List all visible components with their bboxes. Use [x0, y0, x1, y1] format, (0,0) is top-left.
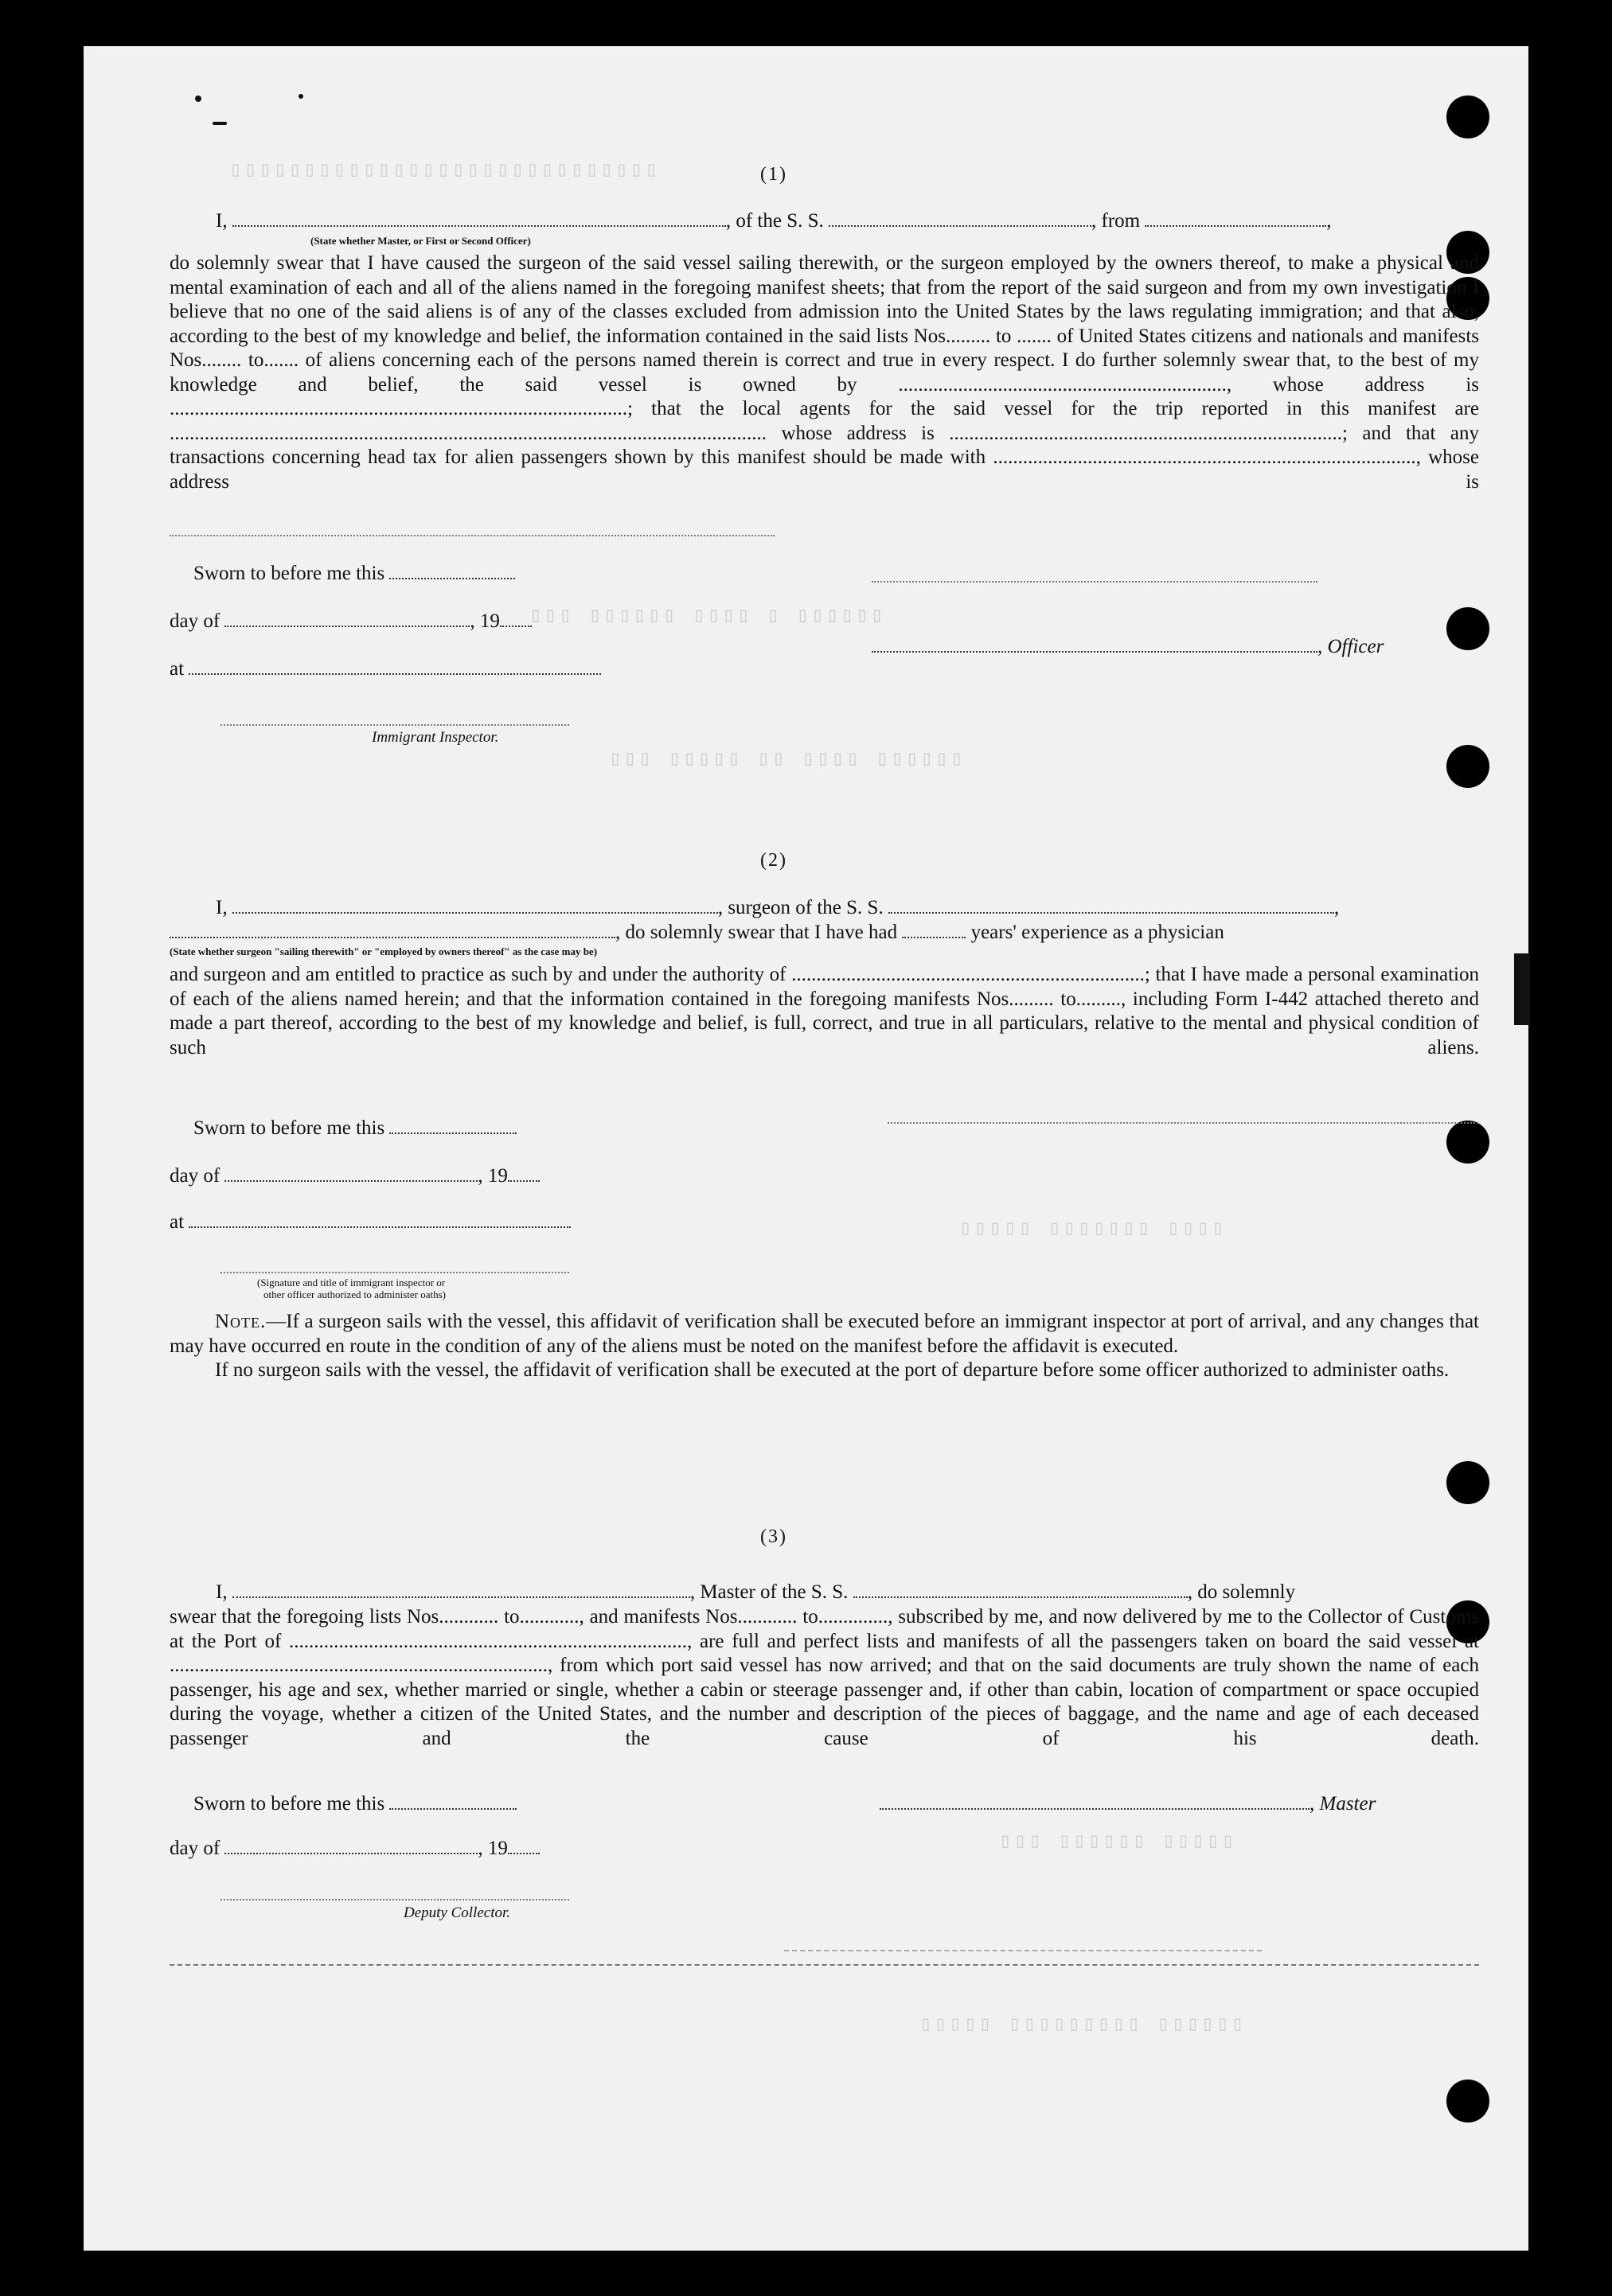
section-3-text: swear that the foregoing lists Nos............ to............, and manifests Nos............ to.............., subscribed by me, and now delivered by me to the Collector of Customs at the Port of ................................................................................, are full and perfect lists and manifests of all the passengers taken on board the said vessel at ............................................................................, from which port said vessel has now arrived; and that on the said documents are truly shown the name of each passenger, his age and sex, whether married or single, whether a cabin or steerage passenger and, if other than cabin, location of compartment or space occupied during the voyage, whether a citizen of the United States, and the number and description of the pieces of baggage, and the name and age of each deceased passenger and the cause of his death. — [170, 1606, 1479, 1749]
bleed-through-text: ▯▯▯▯▯ ▯▯▯▯▯▯▯ ▯▯▯▯ — [959, 1217, 1227, 1241]
master-caption: , Master — [1310, 1793, 1376, 1815]
do-solemnly-label: , do solemnly — [1187, 1581, 1296, 1603]
bleed-through-text: ▯▯▯▯▯▯▯▯▯▯▯▯▯▯▯▯▯▯▯▯▯▯▯▯▯▯▯▯▯ — [227, 158, 658, 182]
surgeon-status-caption: (State whether surgeon "sailing therewith" or "employed by owners thereof" as the case may be) — [170, 945, 598, 957]
master-name-field[interactable] — [232, 1581, 690, 1598]
bleed-through-text: ▯▯▯▯▯ ▯▯▯▯▯▯▯▯▯ ▯▯▯▯▯▯ — [919, 2013, 1247, 2037]
month-field[interactable] — [224, 1837, 478, 1854]
officer-name-field[interactable] — [232, 209, 726, 227]
bottom-rule-right — [784, 1950, 1262, 1951]
section-1-day-row — [170, 610, 532, 633]
month-field[interactable] — [224, 610, 470, 627]
bleed-through-text: ▯▯▯ ▯▯▯▯▯▯ ▯▯▯▯ ▯ ▯▯▯▯▯▯ — [529, 604, 886, 628]
section-1-opening-line: I, , of the S. S. , from , — [216, 210, 1332, 232]
surgeon-status-field[interactable] — [170, 921, 615, 938]
administering-officer-signature-line[interactable] — [221, 1272, 569, 1273]
bleed-through-text: ▯▯▯ ▯▯▯▯▯ ▯▯ ▯▯▯▯ ▯▯▯▯▯▯ — [609, 747, 966, 771]
at-label: at — [170, 658, 185, 680]
year-label: , 19 — [470, 610, 500, 632]
year-field[interactable] — [508, 1837, 540, 1854]
punch-hole — [1446, 1121, 1489, 1164]
section-2-note — [170, 1310, 1479, 1383]
vessel-name-field[interactable] — [853, 1581, 1188, 1598]
surgeon-name-field[interactable] — [232, 896, 718, 914]
sworn-date-field[interactable] — [389, 562, 515, 579]
opening-pronoun: I, — [216, 1581, 228, 1603]
section-3-oath-paragraph — [170, 1605, 1479, 1751]
sworn-label: Sworn to before me this — [193, 563, 385, 584]
place-field[interactable] — [189, 657, 601, 675]
ink-speck — [299, 94, 303, 99]
sworn-label: Sworn to before me this — [193, 1793, 385, 1815]
opening-pronoun: I, — [216, 210, 228, 232]
manifest-back-page — [84, 46, 1528, 2251]
section-1-text: do solemnly swear that I have caused the surgeon of the said vessel sailing therewith, or the surgeon employed by the owners thereof, to make a physical and mental examination of each and all of the aliens named in the foregoing manifest sheets; that from the report of the said surgeon and from my own investigation I believe that no one of the said aliens is of any of the classes excluded from admission into the United States by the laws regulating immigration; and that also, according to the best of my knowledge and belief, the information contained in the said lists Nos......... to ....... of United States citizens and nationals and manifests Nos........ to....... of aliens concerning each of the persons named therein is correct and true in every respect. I do further solemnly swear that, to the best of my knowledge and belief, the said vessel is owned by .................................................................., whose address is ............................................................................................; that the local agents for the said vessel for the trip reported in this manifest are ........................................................................................................................ whose address is ...............................................................................; and that any transactions concerning head tax for alien passengers shown by this manifest should be made with ....................................................................................., whose address is — [170, 252, 1479, 493]
signature-caption-line-1: (Signature and title of immigrant inspector or — [257, 1277, 446, 1288]
signature-caption-line-2: other officer authorized to administer oaths) — [263, 1288, 446, 1300]
collector-signature-line[interactable] — [221, 1899, 569, 1900]
note-second-paragraph: If no surgeon sails with the vessel, the affidavit of verification shall be executed at the port of departure before some officer authorized to administer oaths. — [215, 1359, 1450, 1381]
master-signature-row — [880, 1792, 1376, 1815]
section-1-oath-paragraph — [170, 251, 1479, 494]
section-3-opening-line — [216, 1581, 1295, 1604]
surgeon-signature-line[interactable] — [888, 1122, 1478, 1124]
sworn-date-field[interactable] — [389, 1117, 517, 1134]
punch-hole — [1446, 1461, 1489, 1504]
note-text: —If a surgeon sails with the vessel, this affidavit of verification shall be executed before an immigrant inspector at port of arrival, and any changes that may have occurred en route in the condition of any of the aliens must be noted on the manifest before the affidavit is executed. — [170, 1311, 1479, 1357]
section-2-day-row — [170, 1164, 540, 1187]
year-label: , 19 — [478, 1165, 508, 1187]
deputy-collector-caption: Deputy Collector. — [404, 1904, 511, 1921]
vessel-name-field[interactable] — [829, 209, 1091, 227]
section-1-at-row — [170, 657, 601, 680]
day-of-label: day of — [170, 610, 221, 632]
opening-pronoun: I, — [216, 897, 228, 918]
surgeon-of-ss-label: , surgeon of the S. S. — [717, 897, 884, 918]
section-2-second-line — [170, 921, 1224, 944]
from-label: , from — [1091, 210, 1141, 232]
officer-signature-field[interactable] — [872, 635, 1317, 653]
master-signature-field[interactable] — [880, 1792, 1310, 1810]
bleed-through-text: ▯▯▯ ▯▯▯▯▯▯ ▯▯▯▯▯ — [999, 1830, 1237, 1854]
note-paragraph — [170, 1310, 1479, 1358]
officer-rank-caption: (State whether Master, or First or Second Officer) — [310, 235, 531, 247]
master-of-ss-label: , Master of the S. S. — [689, 1581, 849, 1603]
punch-hole — [1446, 607, 1489, 650]
section-2-opening-line: I, , surgeon of the S. S. , — [216, 897, 1340, 918]
day-of-label: day of — [170, 1165, 221, 1187]
years-label: years' experience as a physician — [970, 922, 1224, 943]
ink-speck — [213, 122, 227, 125]
address-continuation-line[interactable] — [170, 535, 775, 536]
section-3-day-row — [170, 1837, 540, 1860]
place-field[interactable] — [189, 1210, 571, 1228]
year-field[interactable] — [500, 610, 532, 627]
swear-label: , do solemnly swear that I have had — [615, 922, 898, 943]
punch-hole — [1446, 2080, 1489, 2123]
section-3-sworn-row — [193, 1792, 517, 1815]
vessel-name-field[interactable] — [888, 896, 1334, 914]
year-label: , 19 — [478, 1838, 508, 1859]
section-2-at-row — [170, 1210, 571, 1234]
officer-caption: , Officer — [1317, 636, 1384, 657]
sworn-date-field[interactable] — [389, 1792, 517, 1810]
day-of-label: day of — [170, 1838, 221, 1859]
section-2-text: and surgeon and am entitled to practice as such by and under the authority of .......................................................................; that I have made a personal examination of each of the aliens named herein; and that the information contained in the foregoing manifests Nos......... to........., including Form I-442 attached thereto and made a part thereof, according to the best of my knowledge and belief, is full, correct, and true in all particulars, relative to the mental and physical condition of such aliens. — [170, 964, 1479, 1058]
ink-speck — [195, 96, 201, 102]
year-field[interactable] — [508, 1164, 540, 1182]
immigrant-inspector-caption: Immigrant Inspector. — [372, 729, 499, 746]
officer-signature-line[interactable] — [872, 581, 1317, 583]
officer-signature-row — [872, 635, 1384, 658]
section-2-sworn-row — [193, 1117, 517, 1140]
of-ss-label: , of the S. S. — [725, 210, 824, 232]
month-field[interactable] — [224, 1164, 478, 1182]
sworn-label: Sworn to before me this — [193, 1117, 385, 1139]
bottom-rule — [170, 1964, 1479, 1966]
inspector-signature-line[interactable] — [221, 724, 569, 726]
punch-hole — [1446, 745, 1489, 788]
departure-port-field[interactable] — [1145, 209, 1326, 227]
section-2-number: (2) — [760, 850, 787, 871]
section-3-number: (3) — [760, 1526, 787, 1547]
ink-speck — [1514, 953, 1530, 1025]
section-2-oath-paragraph — [170, 963, 1479, 1060]
section-1-number: (1) — [760, 164, 787, 185]
note-label: Note. — [215, 1311, 267, 1332]
at-label: at — [170, 1211, 185, 1233]
years-experience-field[interactable] — [902, 921, 966, 938]
section-1-sworn-row — [193, 562, 515, 585]
punch-hole — [1446, 96, 1489, 138]
